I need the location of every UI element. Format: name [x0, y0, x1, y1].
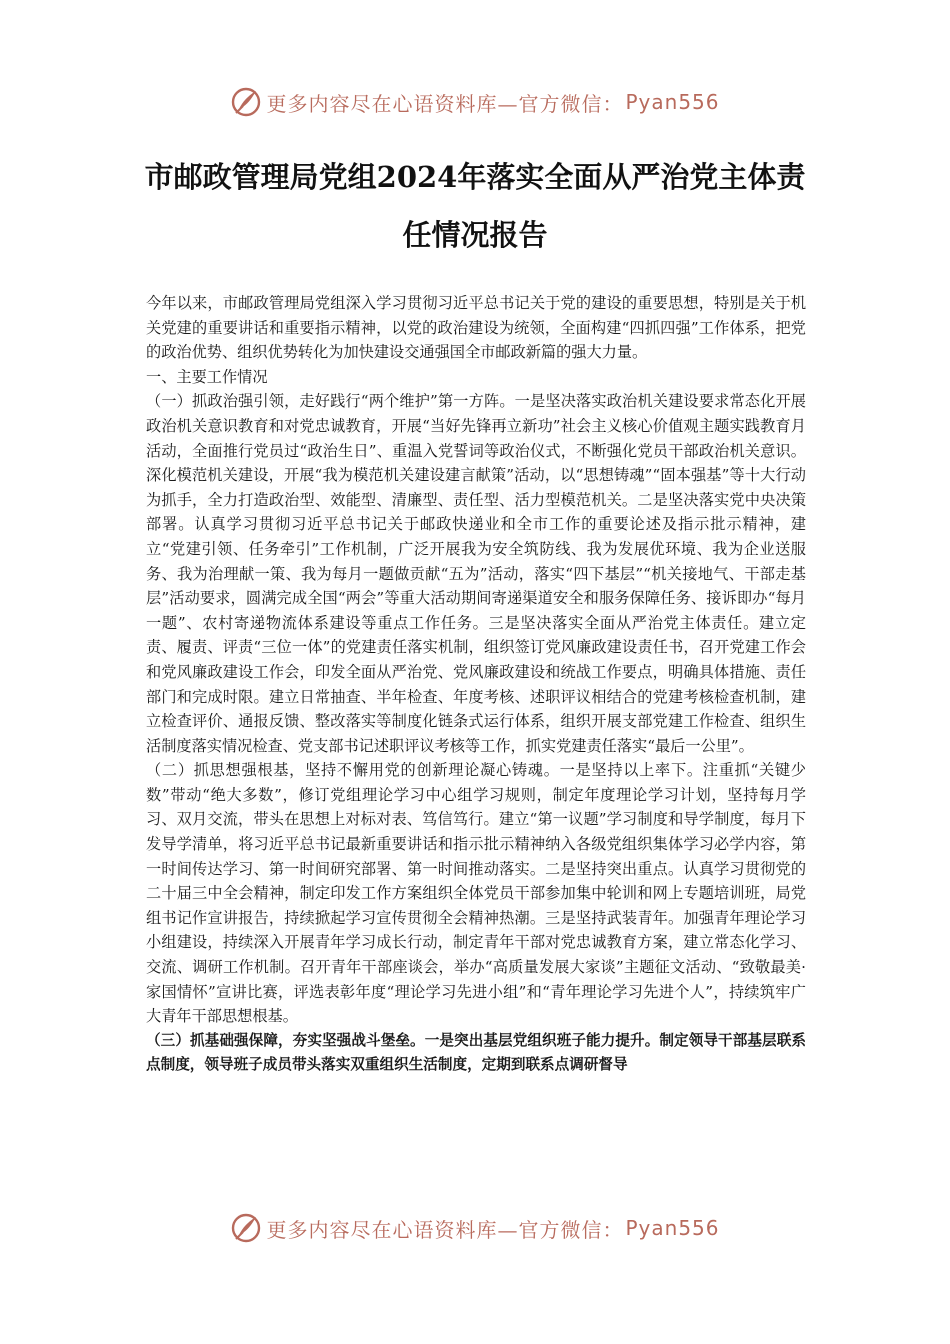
watermark-banner-bottom	[0, 1208, 950, 1248]
watermark-brand-text: 更多内容尽在心语资料库—官方微信：	[266, 1217, 624, 1242]
document-body	[146, 291, 806, 1078]
watermark-wechat-id: Pyan556	[625, 1216, 720, 1240]
watermark-wechat-id: Pyan556	[625, 90, 720, 114]
feather-pen-icon	[230, 1212, 262, 1244]
watermark-brand-text: 更多内容尽在心语资料库—官方微信：	[266, 91, 624, 116]
paragraph-section-3: （三）抓基础强保障，夯实坚强战斗堡垒。一是突出基层党组织班子能力提升。制定领导干部基层联系点制度，领导班子成员带头落实双重组织生活制度，定期到联系点调研督导	[146, 1031, 806, 1074]
feather-pen-icon	[230, 86, 262, 118]
paragraph-intro: 今年以来，市邮政管理局党组深入学习贯彻习近平总书记关于党的建设的重要思想，特别是关于机关党建的重要讲话和重要指示精神，以党的政治建设为统领，全面构建“四抓四强”工作体系，把党的政治优势、组织优势转化为加快建设交通强国全市邮政新篇的强大力量。	[146, 294, 806, 362]
paragraph-section-1: （一）抓政治强引领，走好践行“两个维护”第一方阵。一是坚决落实政治机关建设要求常态化开展政治机关意识教育和对党忠诚教育，开展“当好先锋再立新功”社会主义核心价值观主题实践教育月活动，全面推行党员过“政治生日”、重温入党誓词等政治仪式，不断强化党员干部政治机关意识。深化模范机关建设，开展“我为模范机关建设建言献策”活动，以“思想铸魂”“固本强基”等十大行动为抓手，全力打造政治型、效能型、清廉型、责任型、活力型模范机关。二是坚决落实党中央决策部署。认真学习贯彻习近平总书记关于邮政快递业和全市工作的重要论述及指示批示精神，建立“党建引领、任务牵引”工作机制，广泛开展我为安全筑防线、我为发展优环境、我为企业送服务、我为治理献一策、我为每月一题做贡献“五为”活动，落实“四下基层”“机关接地气、干部走基层”活动要求，圆满完成全国“两会”等重大活动期间寄递渠道安全和服务保障任务、接诉即办“每月一题”、农村寄递物流体系建设等重点工作任务。三是坚决落实全面从严治党主体责任。建立定责、履责、评责“三位一体”的党建责任落实机制，组织签订党风廉政建设责任书，召开党建工作会和党风廉政建设工作会，印发全面从严治党、党风廉政建设和统战工作要点，明确具体措施、责任部门和完成时限。建立日常抽查、半年检查、年度考核、述职评议相结合的党建考核检查机制，建立检查评价、通报反馈、整改落实等制度化链条式运行体系，组织开展支部党建工作检查、组织生活制度落实情况检查、党支部书记述职评议考核等工作，抓实党建责任落实“最后一公里”。	[146, 392, 806, 755]
watermark-banner-top	[0, 82, 950, 122]
paragraph-section-2: （二）抓思想强根基，坚持不懈用党的创新理论凝心铸魂。一是坚持以上率下。注重抓“关键少数”带动“绝大多数”，修订党组理论学习中心组学习规则，制定年度理论学习计划，坚持每月学习、双月交流，带头在思想上对标对表、笃信笃行。建立“第一议题”学习制度和导学制度，每月下发导学清单，将习近平总书记最新重要讲话和指示批示精神纳入各级党组织集体学习必学内容，第一时间传达学习、第一时间研究部署、第一时间推动落实。二是坚持突出重点。认真学习贯彻党的二十届三中全会精神，制定印发工作方案组织全体党员干部参加集中轮训和网上专题培训班，局党组书记作宣讲报告，持续掀起学习宣传贯彻全会精神热潮。三是坚持武装青年。加强青年理论学习小组建设，持续深入开展青年学习成长行动，制定青年干部对党忠诚教育方案，建立常态化学习、交流、调研工作机制。召开青年干部座谈会，举办“高质量发展大家谈”主题征文活动、“致敬最美·家国情怀”宣讲比赛，评选表彰年度“理论学习先进小组”和“青年理论学习先进个人”，持续筑牢广大青年干部思想根基。	[146, 761, 806, 1026]
document-title: 市邮政管理局党组2024年落实全面从严治党主体责任情况报告	[144, 160, 806, 252]
section-heading: 一、主要工作情况	[146, 367, 268, 386]
